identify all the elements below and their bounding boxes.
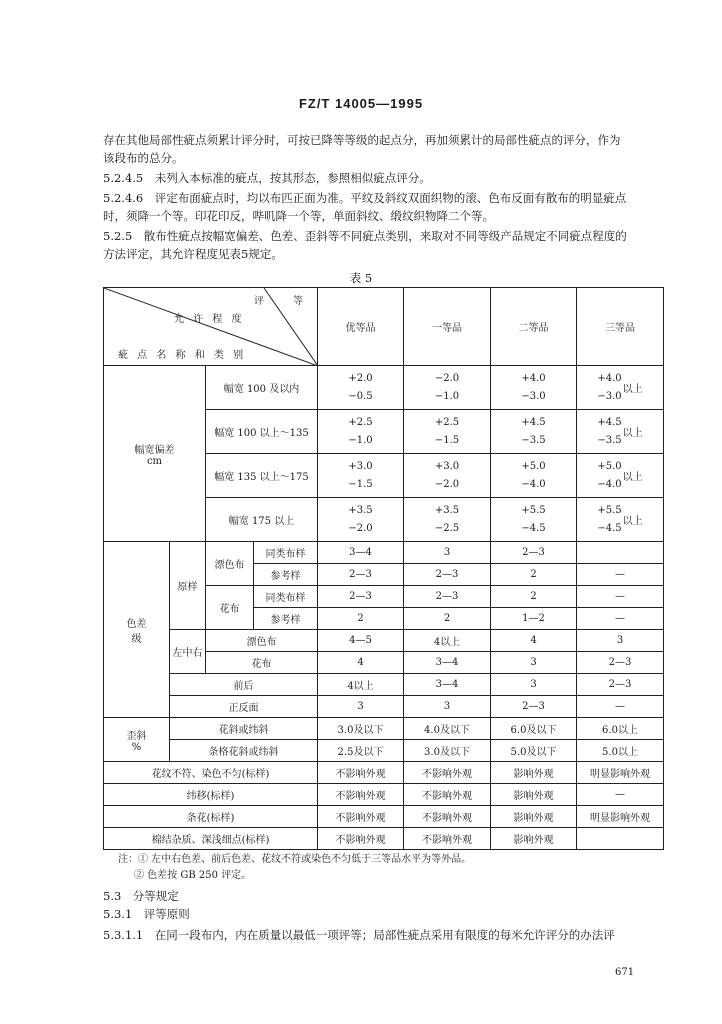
table-note-2: ② 色差按 GB 250 评定。 [134,870,252,881]
same-type-sample-label: 同类布样 [254,542,318,564]
clause-5-2-4-6: 5.2.4.6 评定布面疵点时，均以布匹正面为准。平纹及斜纹双面织物的滚、色布反面有散布的明显疵点 [103,191,627,205]
table-cell: 2 [404,608,491,630]
table-cell: 3 [318,696,404,718]
table-5 [103,287,664,850]
left-center-right-label: 左中右 [170,630,206,674]
corner-label-defect: 疵 点 名 称 和 类 别 [118,350,247,361]
table-cell: — [577,586,664,608]
table-cell: 影响外观 [491,806,577,828]
defect-row-label: 条花(标样) [104,806,318,828]
table-cell: +2.0 −0.5 [318,366,404,410]
table-cell: 明显影响外观 [577,762,664,784]
table-cell: 影响外观 [491,762,577,784]
table-cell: 2 [318,608,404,630]
skew-group-label: 歪斜 [126,730,147,742]
clause-5-2-4-5: 5.2.4.5 未列入本标准的疵点，按其形态，参照相似疵点评分。 [103,171,431,185]
table-cell: 不影响外观 [404,784,491,806]
table-cell: 2—3 [404,564,491,586]
table-cell: −2.0 −1.0 [404,366,491,410]
table-note-1: 注：① 左中右色差、前后色差、花纹不符或染色不匀低于三等品水平为等外品。 [118,854,472,865]
width-row-label: 幅宽 175 以上 [206,498,318,542]
table-cell: 3—4 [404,652,491,674]
table-cell: 1—2 [491,608,577,630]
table-cell: — [577,696,664,718]
table-cell: 3.0及以下 [404,740,491,762]
grade-header: 二等品 [491,288,577,366]
table-cell: 6.0及以下 [491,718,577,740]
table-cell: 不影响外观 [404,806,491,828]
table-cell: 2—3 [491,696,577,718]
width-group-label: 幅宽偏差 [134,444,175,456]
table-cell: 2 [491,586,577,608]
table-cell: 3 [404,542,491,564]
table-cell: 影响外观 [491,784,577,806]
table-cell: 2—3 [577,674,664,696]
table-cell: 2—3 [577,652,664,674]
width-deviation-group [104,366,206,542]
bleached-cloth-label: 漂色布 [206,630,318,652]
table-cell: 3 [404,696,491,718]
printed-cloth-label: 花布 [206,586,254,630]
table-cell: 4 [491,630,577,652]
bleached-cloth-label: 漂色布 [206,542,254,586]
same-type-sample-label: 同类布样 [254,586,318,608]
table-cell: +2.5 −1.0 [318,410,404,454]
color-group-unit: 级 [131,633,142,645]
original-sample-label: 原样 [170,542,206,630]
width-group-unit: cm [146,455,163,467]
table-cell: 2—3 [404,586,491,608]
grade-header: 三等品 [577,288,664,366]
table-cell: +3.0 −2.0 [404,454,491,498]
paragraph-line: 方法评定，其允许程度见表5规定。 [103,247,283,261]
table-cell: +5.5 −4.5 以上 [577,498,664,542]
table-cell: — [577,564,664,586]
table-cell: 影响外观 [491,828,577,850]
grade-header: 一等品 [404,288,491,366]
table-cell: 2—3 [318,586,404,608]
defect-row-label: 棉结杂质、深浅细点(标样) [104,828,318,850]
table-cell: 不影响外观 [318,828,404,850]
skew-group-unit: % [131,741,142,753]
width-row-label: 幅宽 135 以上～175 [206,454,318,498]
table-cell: 不影响外观 [318,762,404,784]
table-cell: 4 [318,652,404,674]
skew-row-label: 花斜或纬斜 [170,718,318,740]
table-cell: 4.0及以下 [404,718,491,740]
table-cell [577,828,664,850]
table-cell: 3 [491,674,577,696]
table-cell: 4—5 [318,630,404,652]
table-cell: 3 [491,652,577,674]
corner-label-tolerance: 允 许 程 度 [174,314,245,325]
table-cell: 3—4 [318,542,404,564]
table-cell: 不影响外观 [318,784,404,806]
table-cell: +4.0 −3.0 以上 [577,366,664,410]
paragraph-line: 存在其他局部性疵点须累计评分时，可按已降等等级的起点分，再加须累计的局部性疵点的评分，作为 [103,133,621,147]
table-cell: 2 [491,564,577,586]
table-cell: 6.0以上 [577,718,664,740]
table-cell: +5.0 −4.0 [491,454,577,498]
skew-group [104,718,170,762]
table-cell: 2—3 [491,542,577,564]
paragraph-line: 该段布的总分。 [103,151,184,165]
table-cell [577,542,664,564]
table-cell: +3.0 −1.5 [318,454,404,498]
color-group-label: 色差 [126,618,147,630]
table-cell: 明显影响外观 [577,806,664,828]
clause-5-2-5: 5.2.5 散布性疵点按幅宽偏差、色差、歪斜等不同疵点类别，来取对不同等级产品规定不同疵点程度的 [103,229,627,243]
table-cell: 3 [577,630,664,652]
table-caption: 表 5 [349,271,373,285]
section-5-3-heading: 5.3 分等规定 [103,889,179,903]
skew-row-label: 条格花斜或纬斜 [170,740,318,762]
table-cell: +3.5 −2.0 [318,498,404,542]
printed-cloth-label: 花布 [206,652,318,674]
table-cell: — [577,784,664,806]
defect-row-label: 纬移(标样) [104,784,318,806]
table-cell: +3.5 −2.5 [404,498,491,542]
width-row-label: 幅宽 100 及以内 [206,366,318,410]
table-cell: +5.5 −4.5 [491,498,577,542]
table-cell: 4以上 [404,630,491,652]
reference-sample-label: 参考样 [254,608,318,630]
table-cell: 2.5及以下 [318,740,404,762]
section-5-3-1-heading: 5.3.1 评等原则 [103,907,190,921]
clause-5-3-1-1: 5.3.1.1 在同一段布内，内在质量以最低一项评等；局部性疵点采用有限度的每米允许评分的办法评 [103,928,615,942]
paragraph-line: 时，须降一个等。印花印反，哔叽降一个等，单面斜纹、缎纹织物降二个等。 [103,209,494,223]
corner-label-grade: 评 等 [254,296,306,307]
table-corner-header [104,288,318,366]
table-cell: 不影响外观 [318,806,404,828]
reference-sample-label: 参考样 [254,564,318,586]
grade-header: 优等品 [318,288,404,366]
table-cell: +4.5 −3.5 以上 [577,410,664,454]
width-row-label: 幅宽 100 以上～135 [206,410,318,454]
face-reverse-label: 正反面 [170,696,318,718]
table-cell: 3.0及以下 [318,718,404,740]
table-cell: 4以上 [318,674,404,696]
page-number: 671 [615,967,635,978]
table-cell: 2—3 [318,564,404,586]
table-cell: +4.5 −3.5 [491,410,577,454]
table-cell: 5.0以上 [577,740,664,762]
table-cell: 不影响外观 [404,762,491,784]
color-diff-group [104,542,170,718]
table-cell: 3—4 [404,674,491,696]
table-cell: — [577,608,664,630]
table-cell: 5.0及以下 [491,740,577,762]
defect-row-label: 花纹不符、染色不匀(标样) [104,762,318,784]
table-cell: +5.0 −4.0 以上 [577,454,664,498]
table-cell: +4.0 −3.0 [491,366,577,410]
table-cell: +2.5 −1.5 [404,410,491,454]
front-back-label: 前后 [170,674,318,696]
table-cell: 不影响外观 [404,828,491,850]
standard-header: FZ/T 14005—1995 [298,96,424,111]
